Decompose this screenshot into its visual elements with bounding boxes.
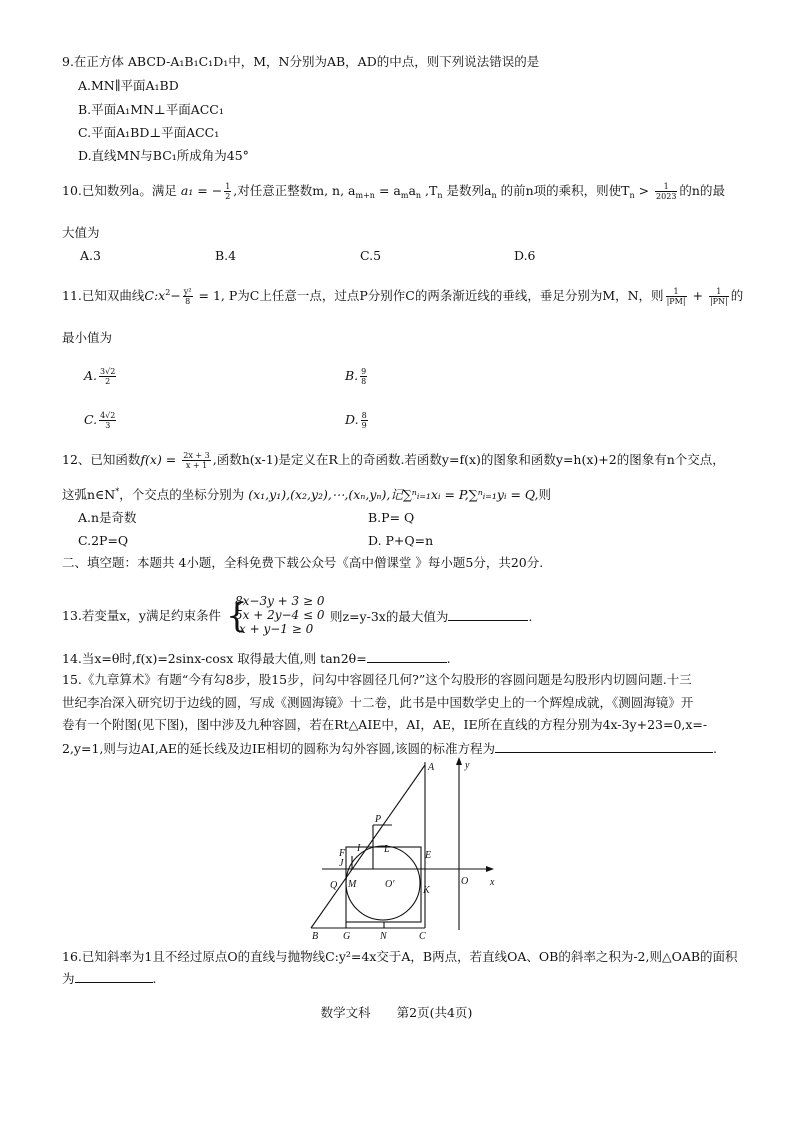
- q14-stem: 14.当x=θ时,f(x)=2sinx-cosx 取得最大值,则 tan2θ= .: [62, 651, 451, 666]
- q10-line2: 大值为: [62, 225, 100, 240]
- q13-answer-blank[interactable]: [448, 608, 528, 621]
- q10-option-a: A.3: [80, 248, 101, 263]
- label-k: K: [423, 885, 430, 896]
- label-i: I: [357, 843, 361, 854]
- q11-option-d: D. $\frac{8}{9}$: [345, 411, 367, 430]
- q15-line2: 世纪李冶深入研究切于边线的圆，写成《测圆海镜》十二卷，此书是中国数学史上的一个辉煌成就，《测圆海镜》开: [62, 695, 694, 710]
- q9-option-b: B.平面A₁MN⊥平面ACC₁: [78, 102, 224, 117]
- q10-option-b: B.4: [215, 248, 237, 263]
- q12-line2: 这弧n∈N*，个交点的坐标分别为 (x₁,y₁),(x₂,y₂),⋯,(xₙ,yₙ),记∑ⁿᵢ₌₁xᵢ = P,∑ⁿᵢ₌₁yᵢ = Q,则: [62, 487, 552, 503]
- q11-line2: 最小值为: [62, 330, 113, 345]
- label-n: N: [380, 931, 387, 942]
- label-o-prime: O′: [385, 879, 395, 890]
- q14-answer-blank[interactable]: [367, 650, 447, 663]
- section-2-heading: 二、填空题：本题共 4小题，全科免费下载公众号《高中僧课堂 》每小题5分，共20分.: [62, 555, 544, 570]
- q10-option-c: C.5: [360, 248, 382, 263]
- q15-answer-blank[interactable]: [495, 740, 713, 753]
- label-p: P: [375, 814, 382, 825]
- q11-y2-fraction: $\frac{\text{y²}}{8}$: [183, 287, 192, 307]
- label-m: M: [348, 879, 357, 890]
- q11-stem: 11.已知双曲线$C:x^2-$ $\frac{\text{y²}}{8}$ = 1, P为C上任意一点，过点P分别作C的两条渐近线的垂线，垂足分别为M，N，则 $\frac{1}{|PM|}$ + $\frac{1}{|PN|}$ 的: [62, 287, 744, 307]
- q12-option-c: C.2P=Q: [78, 533, 129, 548]
- q15-circle-figure: [300, 757, 510, 944]
- label-f: F: [339, 848, 346, 859]
- label-q: Q: [330, 880, 338, 891]
- q13-stem: 13.若变量x，y满足约束条件: [62, 608, 221, 623]
- q15-line1: 15.《九章算术》有题“今有勾8步，股15步，问勾中容圆径几何?”这个勾股形的容圆问题是勾股形内切圆问题.十三: [62, 672, 692, 687]
- q15-line3: 卷有一个附图(见下图)，图中涉及九种容圆，若在Rt△AIE中，AI，AE，IE所在直线的方程分别为4x-3y+23=0,x=-: [62, 717, 708, 732]
- label-a: A: [428, 762, 435, 773]
- label-e: E: [425, 850, 432, 861]
- label-j: J: [339, 858, 344, 869]
- q10-a1-fraction: $\frac{1}{2}$: [225, 182, 231, 201]
- q16-line1: 16.已知斜率为1且不经过原点O的直线与抛物线C:y²=4x交于A，B两点，若直线OA、OB的斜率之积为-2,则△OAB的面积: [62, 949, 738, 964]
- q11-pm-fraction: $\frac{1}{|PM|}$: [666, 287, 686, 307]
- q13-constraint-2: 5x + 2y−4 ≤ 0: [235, 608, 325, 622]
- q11-option-c: C. $\frac{4√2}{3}$: [84, 411, 116, 430]
- page-footer: [0, 1003, 793, 1021]
- label-x: x: [490, 877, 495, 888]
- q12-option-d: D. P+Q=n: [368, 533, 434, 548]
- label-l: L: [384, 844, 390, 855]
- q13-constraint-1: 8x−3y + 3 ≥ 0: [235, 594, 325, 608]
- label-y: y: [465, 760, 470, 771]
- q12-fraction: $\frac{2x + 3}{x + 1}$: [183, 451, 210, 470]
- q12-option-b: B.P= Q: [368, 510, 415, 525]
- footer-page-number: 第2页(共4页): [396, 1005, 473, 1020]
- q13-brace: {: [226, 596, 248, 636]
- label-g: G: [343, 931, 351, 942]
- q16-line2: 为 .: [62, 971, 157, 986]
- circle-square: [346, 847, 421, 922]
- q12-option-a: A.n是奇数: [78, 510, 137, 525]
- q10-rhs-fraction: $\frac{1}{2023}$: [656, 182, 677, 201]
- q11-option-a: A. $\frac{3√2}{2}$: [84, 367, 116, 386]
- q9-option-c: C.平面A₁BD⊥平面ACC₁: [78, 125, 220, 140]
- q11-option-b: B. $\frac{9}{8}$: [345, 367, 367, 386]
- label-b: B: [312, 931, 319, 942]
- label-c: C: [419, 931, 426, 942]
- q11-pn-fraction: $\frac{1}{|PN|}$: [709, 287, 728, 307]
- q13-constraint-3: x + y−1 ≥ 0: [239, 622, 314, 636]
- q10-option-d: D.6: [514, 248, 536, 263]
- footer-subject: 数学文科: [320, 1005, 371, 1020]
- q9-option-a: A.MN∥平面A₁BD: [78, 78, 179, 93]
- q9-option-d: D.直线MN与BC₁所成角为45°: [78, 148, 249, 163]
- circle-o-prime: [346, 846, 420, 920]
- y-axis-arrow: [456, 757, 462, 765]
- q13-tail: 则z=y-3x的最大值为 .: [330, 609, 533, 624]
- q10-stem: 10.已知数列a。满足 a₁ = − $\frac{1}{2}$ ,对任意正整数m, n, $a_{m+n} = a_ma_n$ $,T_n$ 是数列$a_n$ 的前n项的乘积，则使$T_n$ > $\frac{1}{2023}$ 的n的最: [62, 182, 725, 201]
- q15-line4: 2,y=1,则与边AI,AE的延长线及边IE相切的圆称为勾外容圆,该圆的标准方程为 .: [62, 741, 717, 756]
- q16-answer-blank[interactable]: [75, 970, 153, 983]
- x-axis-arrow: [486, 866, 494, 872]
- label-o: O: [461, 876, 469, 887]
- q9-stem: 9.在正方体 ABCD-A₁B₁C₁D₁中，M，N分别为AB，AD的中点，则下列说法错误的是: [62, 54, 540, 69]
- q12-stem: 12、已知函数f(x) = $\frac{2x + 3}{x + 1}$ ,函数h(x-1)是定义在R上的奇函数.若函数y=f(x)的图象和函数y=h(x)+2的图象有n个交点，: [62, 451, 725, 470]
